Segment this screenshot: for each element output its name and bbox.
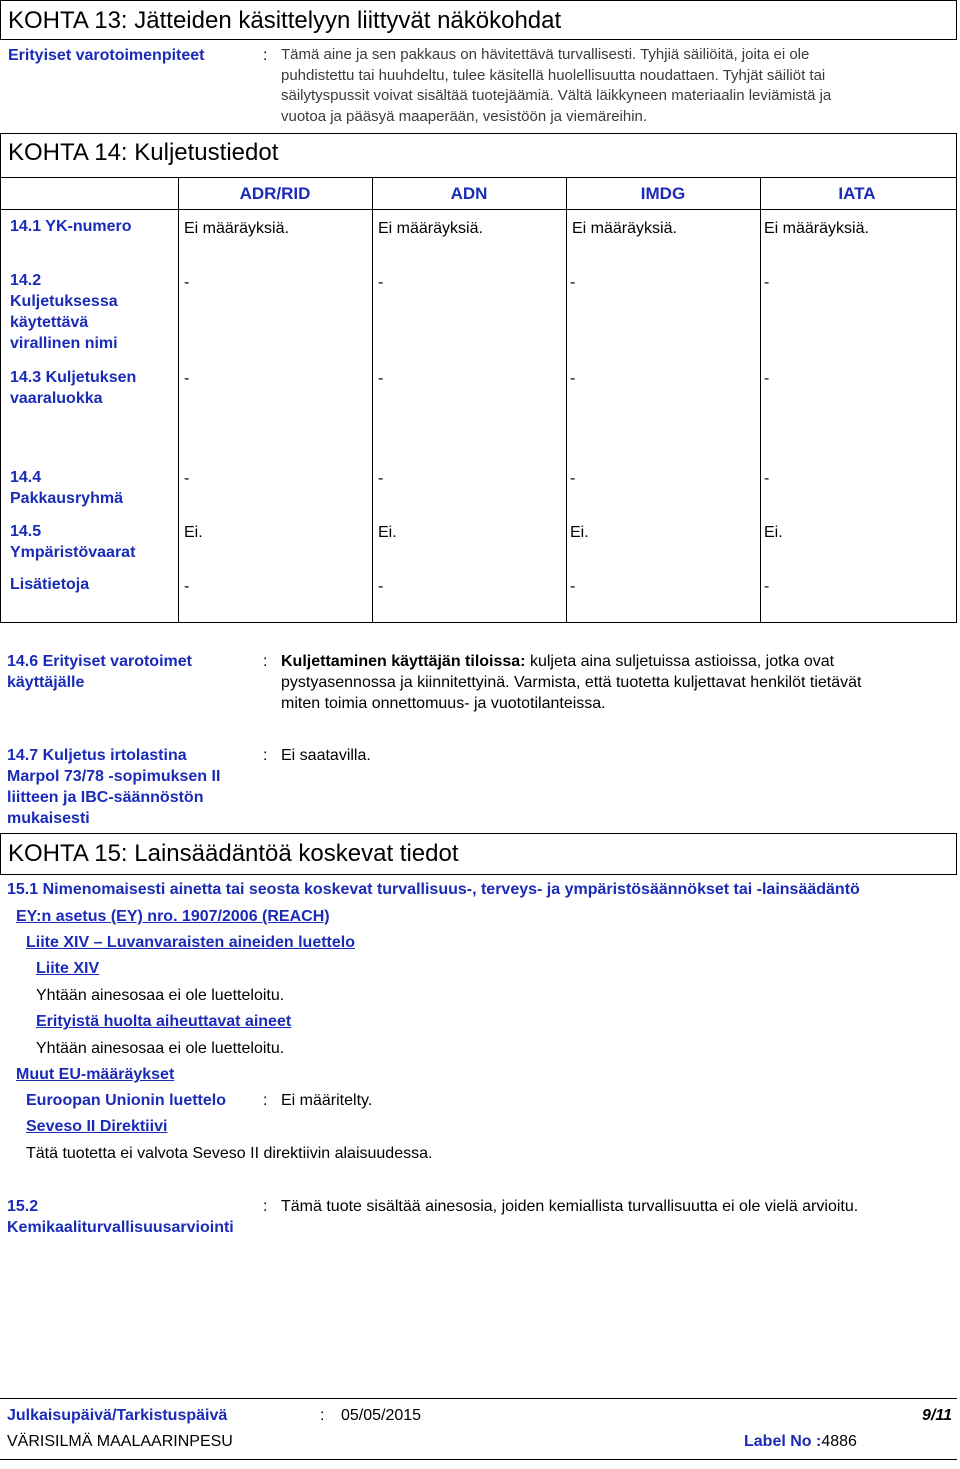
footer-top-rule: [0, 1398, 957, 1399]
cell-name-imdg: -: [570, 274, 576, 291]
label-line: Kemikaaliturvallisuusarviointi: [7, 1219, 234, 1236]
table-header-line: [0, 209, 957, 210]
label-line: Kuljetuksessa: [10, 293, 118, 310]
bulk-transport-value: Ei saatavilla.: [281, 747, 371, 764]
cell-un-iata: Ei määräyksiä.: [764, 220, 869, 237]
precautions-colon: :: [263, 47, 268, 64]
cell-class-imdg: -: [570, 370, 576, 387]
cell-packing-imdg: -: [570, 470, 576, 487]
annex14-heading: Liite XIV: [36, 960, 100, 977]
label-line: käyttäjälle: [7, 674, 85, 691]
cell-class-adn: -: [378, 370, 384, 387]
table-col-line: [372, 177, 373, 623]
table-col-line: [566, 177, 567, 623]
cell-name-adn: -: [378, 274, 384, 291]
special-precautions-lead: Kuljettaminen käyttäjän tiloissa:: [281, 653, 526, 670]
svhc-text: Yhtään ainesosaa ei ole luetteloitu.: [36, 1040, 285, 1057]
section-13-title: KOHTA 13: Jätteiden käsittelyyn liittyvät näkökohdat: [8, 7, 562, 34]
cell-un-adr: Ei määräyksiä.: [184, 220, 289, 237]
cell-env-adr: Ei.: [184, 524, 203, 541]
label-line: Ympäristövaarat: [10, 544, 136, 561]
col-header-iata: IATA: [838, 184, 876, 203]
csa-colon: :: [263, 1198, 268, 1215]
table-top-line: [0, 177, 957, 178]
other-eu-heading: Muut EU-määräykset: [16, 1066, 175, 1083]
label-line: Marpol 73/78 -sopimuksen II: [7, 768, 221, 785]
cell-add-adn: -: [378, 578, 384, 595]
table-col-line: [178, 177, 179, 623]
precautions-text: [281, 45, 951, 127]
annex14-text: Yhtään ainesosaa ei ole luetteloitu.: [36, 987, 285, 1004]
special-precautions-label: [7, 651, 192, 693]
label-line: 14.7 Kuljetus irtolastina: [7, 747, 187, 764]
cell-packing-adr: -: [184, 470, 190, 487]
label-line: 14.3 Kuljetuksen: [10, 369, 137, 386]
precautions-line: puhdistettu tai huuhdeltu, tulee käsitellä huolellisuutta noudattaen. Tyhjät säiliöt tai: [281, 66, 826, 84]
label-no-label: Label No :: [744, 1433, 822, 1450]
label-line: virallinen nimi: [10, 335, 118, 352]
csa-value: Tämä tuote sisältää ainesosia, joiden kemiallista turvallisuutta ei ole vielä arvioitu.: [281, 1198, 859, 1215]
row-label-hazard-class: [10, 367, 136, 409]
eu-list-label: Euroopan Unionin luettelo: [26, 1092, 226, 1109]
footer-label-no: [744, 1431, 857, 1452]
row-label-packing-group: [10, 467, 123, 509]
label-no-value: 4886: [821, 1433, 857, 1450]
label-line: vaaraluokka: [10, 390, 103, 407]
cell-env-adn: Ei.: [378, 524, 397, 541]
precautions-line: säilytyspussit voivat sisältää tuotejäämiä. Vältä läikkyneen materiaalin leviämistä ja: [281, 87, 832, 104]
row-label-un-number: 14.1 YK-numero: [10, 218, 132, 235]
special-precautions-rest: kuljeta aina suljetuissa astioissa, jotka ovat: [525, 653, 835, 670]
col-header-adr: ADR/RID: [239, 184, 311, 203]
cell-packing-iata: -: [764, 470, 770, 487]
svhc-heading: Erityistä huolta aiheuttavat aineet: [36, 1013, 292, 1030]
label-line: 14.5: [10, 523, 42, 540]
cell-un-adn: Ei määräyksiä.: [378, 220, 483, 237]
section-14-box: [0, 133, 957, 623]
section-14-title: KOHTA 14: Kuljetustiedot: [8, 139, 279, 166]
label-line: mukaisesti: [7, 810, 90, 827]
footer-company: VÄRISILMÄ MAALAARINPESU: [7, 1433, 233, 1450]
label-line: 14.2: [10, 272, 42, 289]
cell-add-adr: -: [184, 578, 190, 595]
cell-class-adr: -: [184, 370, 190, 387]
section-15-title: KOHTA 15: Lainsäädäntöä koskevat tiedot: [8, 840, 459, 867]
csa-label: [7, 1196, 234, 1238]
bulk-transport-label: [7, 745, 220, 829]
label-line: Pakkausryhmä: [10, 490, 123, 507]
footer-date-label: Julkaisupäivä/Tarkistuspäivä: [7, 1407, 228, 1424]
label-line: 14.6 Erityiset varotoimet: [7, 653, 192, 670]
sub-15-1-heading: 15.1 Nimenomaisesti ainetta tai seosta koskevat turvallisuus-, terveys- ja ympäristösäännökset tai -lainsäädäntö: [7, 881, 860, 898]
eu-list-colon: :: [263, 1092, 268, 1109]
footer-date-value: 05/05/2015: [341, 1407, 422, 1424]
footer-date-colon: :: [320, 1407, 325, 1424]
cell-add-imdg: -: [570, 578, 576, 595]
row-label-env-hazards: [10, 521, 135, 563]
special-precautions-text: [281, 651, 951, 714]
bulk-transport-colon: :: [263, 747, 268, 764]
cell-name-adr: -: [184, 274, 190, 291]
cell-env-iata: Ei.: [764, 524, 783, 541]
cell-env-imdg: Ei.: [570, 524, 589, 541]
special-precautions-colon: :: [263, 653, 268, 670]
cell-class-iata: -: [764, 370, 770, 387]
footer-page-number: 9/11: [922, 1407, 952, 1424]
table-col-line: [760, 177, 761, 623]
annex14-list-heading: Liite XIV – Luvanvaraisten aineiden luettelo: [26, 934, 355, 951]
cell-packing-adn: -: [378, 470, 384, 487]
precautions-line: vuotoa ja pääsyä maaperään, vesistöön ja viemäreihin.: [281, 107, 648, 125]
eu-list-value: Ei määritelty.: [281, 1092, 373, 1109]
label-line: 15.2: [7, 1198, 39, 1215]
label-line: käytettävä: [10, 314, 89, 331]
cell-add-iata: -: [764, 578, 770, 595]
reach-heading: EY:n asetus (EY) nro. 1907/2006 (REACH): [16, 908, 330, 925]
row-label-additional: Lisätietoja: [10, 576, 90, 593]
precautions-label: Erityiset varotoimenpiteet: [8, 47, 205, 64]
special-precautions-line: pystyasennossa ja kiinnitettyinä. Varmista, että tuotetta kuljettavat henkilöt tietävät: [281, 674, 862, 691]
cell-name-iata: -: [764, 274, 770, 291]
precautions-line: Tämä aine ja sen pakkaus on hävitettävä turvallisesti. Tyhjiä säiliöitä, joita ei ole: [281, 46, 810, 63]
cell-un-imdg: Ei määräyksiä.: [572, 220, 677, 237]
label-line: liitteen ja IBC-säännöstön: [7, 789, 204, 806]
seveso-text: Tätä tuotetta ei valvota Seveso II direktiivin alaisuudessa.: [26, 1145, 433, 1162]
label-line: 14.4: [10, 469, 42, 486]
special-precautions-line: miten toimia onnettomuus- ja vuototilanteissa.: [281, 695, 606, 712]
row-label-shipping-name: [10, 270, 118, 354]
col-header-imdg: IMDG: [640, 184, 686, 203]
special-precautions-line: [281, 651, 951, 672]
seveso-heading: Seveso II Direktiivi: [26, 1118, 168, 1135]
footer-bottom-rule: [0, 1459, 957, 1460]
col-header-adn: ADN: [450, 184, 488, 203]
